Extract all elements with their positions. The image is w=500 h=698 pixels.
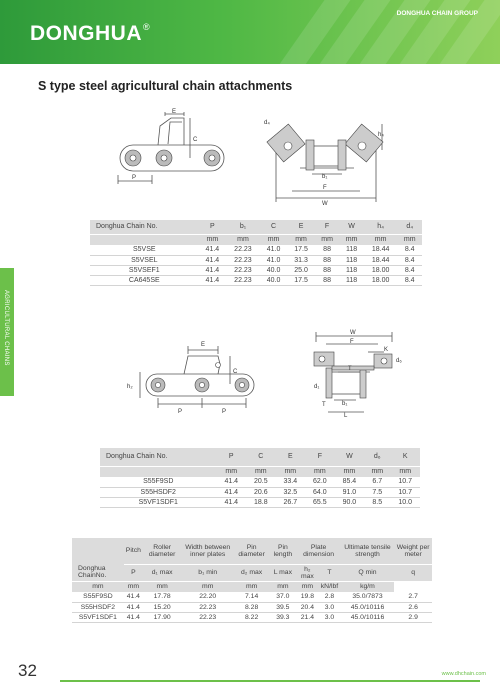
dim-label-c: C <box>193 137 198 143</box>
page-number: 32 <box>18 661 37 680</box>
dim-label-d6: d₆ <box>396 358 402 364</box>
dim-label-b1: b₁ <box>342 401 348 407</box>
dim-label-p: P <box>222 409 227 415</box>
table-row: S5VSEL 41.4 22.23 41.0 31.3 88 118 18.44 8.4 <box>90 255 422 265</box>
attachment-side-view <box>108 108 232 194</box>
dim-label-k: K <box>384 347 389 353</box>
page-header <box>0 0 500 64</box>
dim-label-t: T <box>348 366 352 372</box>
spec-table-sd: Donghua Chain No. P C E F W d₆ K mm mm mm mm mm mm mm S55F9SD 41.4 20.5 33.4 62.0 85.4 6.7 10.7 S55HSDF2 41.4 20.6 32.5 64.0 91.0 7.5 10.7 S5VF1SDF1 41.4 18.8 26.7 65.5 90.0 8.5 10.0 <box>100 448 420 508</box>
dim-label-f: F <box>350 339 354 345</box>
dim-label-c: C <box>233 369 238 375</box>
table-row: S5VSE 41.4 22.23 41.0 17.5 88 118 18.44 8.4 <box>90 245 422 255</box>
side-tab: AGRICULTURAL CHAINS <box>0 268 14 396</box>
dim-label-d4: d₄ <box>264 120 270 126</box>
spec-table-se: Donghua Chain No. P b₁ C E F W h₄ d₄ mm mm mm mm mm mm mm mm S5VSE 41.4 22.23 41.0 17.5 88 118 18.44 8.4 S5VSEL 41.4 22.23 41.0 31.3 88 118 18.44 8.4 S5VSEF1 41.4 22.23 40.0 25.0 88 118 18.00 8.4 CA645SE 41.4 22.23 40.0 17.5 88 118 18.00 8.4 <box>90 220 422 286</box>
brand-logo: DONGHUA® <box>30 22 151 45</box>
dim-label-e: E <box>172 109 177 115</box>
dim-label-w: W <box>322 201 328 206</box>
page-title: S type steel agricultural chain attachments <box>38 79 293 93</box>
table-row: S55F9SD 41.4 20.5 33.4 62.0 85.4 6.7 10.7 <box>100 477 420 487</box>
table-row: S5VF1SDF1 41.4 18.8 26.7 65.5 90.0 8.5 10.0 <box>100 497 420 507</box>
dim-label-t: T <box>322 402 326 408</box>
attachment-sd-side-view <box>122 336 262 416</box>
dim-label-w: W <box>350 330 356 336</box>
table-row: S55HSDF2 41.4 15.20 22.23 8.28 39.5 20.4 3.0 45.0/10116 2.6 <box>72 602 432 612</box>
attachment-sd-front-view <box>300 328 412 418</box>
table-row: S5VF1SDF1 41.4 17.90 22.23 8.22 39.3 21.4 3.0 45.0/10116 2.9 <box>72 612 432 622</box>
table-row: S5VSEF1 41.4 22.23 40.0 25.0 88 118 18.00 8.4 <box>90 265 422 275</box>
dim-label-p: P <box>132 175 137 181</box>
attachment-front-view <box>262 116 390 206</box>
table-row: S55HSDF2 41.4 20.6 32.5 64.0 91.0 7.5 10.7 <box>100 487 420 497</box>
dim-label-p: P <box>178 409 183 415</box>
dim-label-f: F <box>323 185 327 191</box>
dim-label-d1: d₁ <box>314 384 320 390</box>
chain-data-table: Donghua ChainNo. Pitch Roller diameter Width between inner plates Pin diameter Pin length Plate dimension Ultimate tensile strength Weight per meter P d₁ max b₁ min d₂ max L max h₂ max T Q min q mm mm mm mm mm mm mm kN/lbf kg/m S55F9SD 41.4 17.78 22.20 7.14 37.0 19.8 2.8 35.0/7873 2.7 S55HSDF2 41.4 15.20 22.23 8.28 39.5 20.4 3.0 45.0/10116 2.6 S5VF1SDF1 41.4 17.90 22.23 8.22 39.3 21.4 3.0 45.0/10116 2.9 <box>72 538 432 623</box>
table-row: CA645SE 41.4 22.23 40.0 17.5 88 118 18.00 8.4 <box>90 275 422 285</box>
website-link[interactable]: www.dhchain.com <box>441 671 486 677</box>
dim-label-h2: h₂ <box>127 384 133 390</box>
table-row: S55F9SD 41.4 17.78 22.20 7.14 37.0 19.8 2.8 35.0/7873 2.7 <box>72 592 432 602</box>
dim-label-h4: h₄ <box>378 132 384 138</box>
footer-divider <box>60 680 480 682</box>
dim-label-l: L <box>344 413 348 418</box>
group-name: DONGHUA CHAIN GROUP <box>396 10 478 17</box>
dim-label-e: E <box>201 342 206 348</box>
dim-label-b1: b₁ <box>322 174 328 180</box>
